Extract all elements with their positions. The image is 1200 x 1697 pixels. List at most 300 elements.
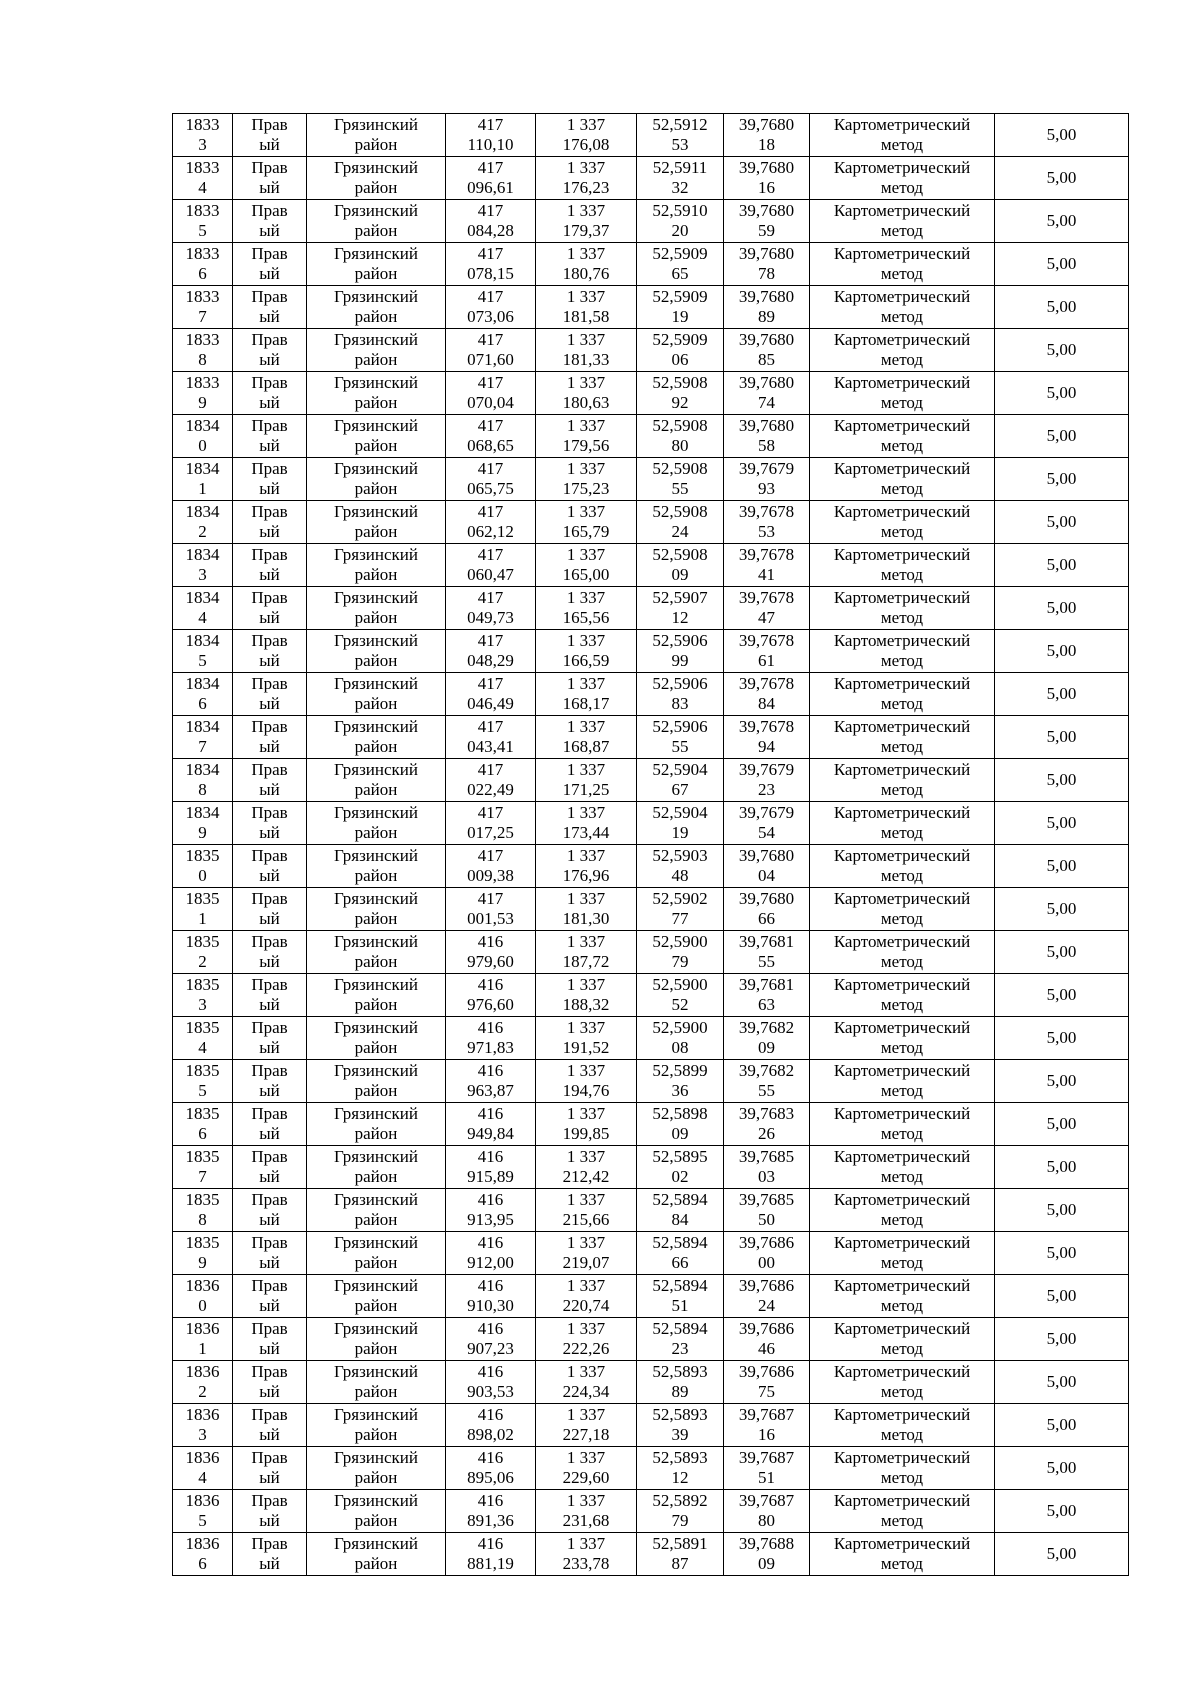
- x-coordinate-cell-line: 416: [477, 1319, 504, 1338]
- method-cell-line: Картометрический: [833, 545, 971, 564]
- x-coordinate-cell-line: 416: [477, 1104, 504, 1123]
- latitude-cell-line: 52,5906: [652, 717, 708, 736]
- bank-side-cell: [233, 1447, 307, 1490]
- point-number-cell: [173, 1189, 233, 1232]
- point-number-cell-line: 1836: [185, 1362, 220, 1381]
- table-row: [173, 888, 1129, 931]
- bank-side-cell-line: ый: [259, 264, 280, 283]
- point-number-cell: [173, 1275, 233, 1318]
- x-coordinate-cell-line: 417: [477, 244, 504, 263]
- longitude-cell: [724, 802, 810, 845]
- point-number-cell-line: 2: [198, 952, 207, 971]
- point-number-cell-line: 5: [198, 1511, 207, 1530]
- longitude-cell-line: 59: [758, 221, 775, 240]
- bank-side-cell-line: Прав: [251, 416, 288, 435]
- longitude-cell-line: 84: [758, 694, 775, 713]
- bank-side-cell: [233, 1318, 307, 1361]
- bank-side-cell: [233, 1533, 307, 1576]
- x-coordinate-cell-line: 417: [477, 201, 504, 220]
- longitude-cell-line: 39,7678: [738, 502, 795, 521]
- x-coordinate-cell-line: 043,41: [467, 737, 514, 756]
- longitude-cell-line: 39,7687: [738, 1405, 795, 1424]
- district-cell-line: Грязинский: [334, 631, 418, 650]
- x-coordinate-cell-line: 022,49: [467, 780, 514, 799]
- table-row: [173, 1103, 1129, 1146]
- accuracy-cell: 5,00: [995, 1232, 1129, 1275]
- y-coordinate-cell-line: 181,58: [562, 307, 610, 326]
- y-coordinate-cell-line: 1 337: [566, 1233, 606, 1252]
- bank-side-cell-line: ый: [259, 909, 280, 928]
- method-cell: [810, 802, 995, 845]
- method-cell-line: метод: [880, 866, 924, 885]
- x-coordinate-cell-line: 913,95: [467, 1210, 514, 1229]
- latitude-cell-line: 83: [671, 694, 689, 713]
- x-coordinate-cell-line: 048,29: [467, 651, 514, 670]
- latitude-cell-line: 52,5893: [652, 1405, 708, 1424]
- latitude-cell-line: 52,5904: [652, 803, 708, 822]
- bank-side-cell: [233, 931, 307, 974]
- x-coordinate-cell-line: 891,36: [467, 1511, 514, 1530]
- latitude-cell-line: 32: [671, 178, 689, 197]
- latitude-cell-line: 52,5908: [652, 416, 708, 435]
- point-number-cell-line: 1: [198, 1339, 207, 1358]
- latitude-cell: [637, 1447, 724, 1490]
- y-coordinate-cell-line: 179,37: [562, 221, 610, 240]
- longitude-cell: [724, 458, 810, 501]
- x-coordinate-cell: [446, 716, 536, 759]
- point-number-cell-line: 1835: [185, 889, 220, 908]
- district-cell: [307, 200, 446, 243]
- point-number-cell-line: 1833: [185, 244, 220, 263]
- district-cell: [307, 458, 446, 501]
- table-row: [173, 1361, 1129, 1404]
- longitude-cell-line: 63: [758, 995, 775, 1014]
- latitude-cell-line: 52,5906: [652, 631, 708, 650]
- y-coordinate-cell-line: 1 337: [566, 201, 606, 220]
- y-coordinate-cell-line: 1 337: [566, 416, 606, 435]
- x-coordinate-cell: [446, 587, 536, 630]
- y-coordinate-cell-line: 224,34: [562, 1382, 610, 1401]
- x-coordinate-cell-line: 068,65: [467, 436, 514, 455]
- y-coordinate-cell-line: 176,23: [562, 178, 610, 197]
- district-cell: [307, 1146, 446, 1189]
- accuracy-cell: 5,00: [995, 1017, 1129, 1060]
- longitude-cell-line: 39,7678: [738, 545, 795, 564]
- district-cell-line: район: [354, 1167, 398, 1186]
- method-cell-line: Картометрический: [833, 803, 971, 822]
- y-coordinate-cell-line: 1 337: [566, 1362, 606, 1381]
- point-number-cell-line: 2: [198, 522, 207, 541]
- table-row: [173, 1533, 1129, 1576]
- district-cell-line: Грязинский: [334, 1104, 418, 1123]
- longitude-cell: [724, 1103, 810, 1146]
- point-number-cell-line: 6: [198, 694, 207, 713]
- district-cell-line: Грязинский: [334, 373, 418, 392]
- latitude-cell: [637, 1361, 724, 1404]
- x-coordinate-cell: [446, 1189, 536, 1232]
- district-cell-line: район: [354, 350, 398, 369]
- x-coordinate-cell-line: 417: [477, 416, 504, 435]
- district-cell-line: Грязинский: [334, 330, 418, 349]
- district-cell-line: район: [354, 436, 398, 455]
- x-coordinate-cell: [446, 931, 536, 974]
- point-number-cell-line: 1835: [185, 975, 220, 994]
- latitude-cell: [637, 1189, 724, 1232]
- x-coordinate-cell: [446, 544, 536, 587]
- x-coordinate-cell-line: 078,15: [467, 264, 514, 283]
- accuracy-cell: 5,00: [995, 501, 1129, 544]
- longitude-cell-line: 41: [758, 565, 775, 584]
- x-coordinate-cell-line: 912,00: [467, 1253, 514, 1272]
- x-coordinate-cell: [446, 1490, 536, 1533]
- district-cell-line: район: [354, 952, 398, 971]
- district-cell-line: район: [354, 780, 398, 799]
- latitude-cell-line: 39: [671, 1425, 689, 1444]
- method-cell: [810, 1404, 995, 1447]
- table-row: [173, 329, 1129, 372]
- table-row: [173, 759, 1129, 802]
- district-cell: [307, 1490, 446, 1533]
- method-cell-line: Картометрический: [833, 287, 971, 306]
- method-cell-line: метод: [880, 350, 924, 369]
- district-cell: [307, 1060, 446, 1103]
- longitude-cell: [724, 759, 810, 802]
- longitude-cell: [724, 372, 810, 415]
- longitude-cell-line: 00: [758, 1253, 775, 1272]
- method-cell-line: Картометрический: [833, 760, 971, 779]
- latitude-cell-line: 79: [671, 952, 689, 971]
- bank-side-cell-line: ый: [259, 608, 280, 627]
- district-cell-line: район: [354, 1296, 398, 1315]
- bank-side-cell-line: ый: [259, 479, 280, 498]
- point-number-cell-line: 1835: [185, 1190, 220, 1209]
- method-cell-line: Картометрический: [833, 1276, 971, 1295]
- table-row: [173, 630, 1129, 673]
- method-cell-line: метод: [880, 522, 924, 541]
- district-cell-line: Грязинский: [334, 717, 418, 736]
- method-cell-line: метод: [880, 1425, 924, 1444]
- longitude-cell-line: 39,7687: [738, 1448, 795, 1467]
- y-coordinate-cell: [536, 286, 637, 329]
- x-coordinate-cell: [446, 372, 536, 415]
- district-cell-line: район: [354, 178, 398, 197]
- longitude-cell-line: 03: [758, 1167, 775, 1186]
- district-cell-line: район: [354, 565, 398, 584]
- method-cell-line: Картометрический: [833, 1233, 971, 1252]
- latitude-cell: [637, 587, 724, 630]
- y-coordinate-cell-line: 1 337: [566, 545, 606, 564]
- table-row: [173, 1060, 1129, 1103]
- bank-side-cell-line: ый: [259, 737, 280, 756]
- point-number-cell-line: 1835: [185, 1061, 220, 1080]
- method-cell: [810, 1232, 995, 1275]
- longitude-cell-line: 61: [758, 651, 775, 670]
- latitude-cell-line: 52,5900: [652, 1018, 708, 1037]
- x-coordinate-cell: [446, 415, 536, 458]
- longitude-cell-line: 39,7680: [738, 201, 795, 220]
- district-cell-line: район: [354, 1210, 398, 1229]
- bank-side-cell-line: Прав: [251, 975, 288, 994]
- longitude-cell-line: 23: [758, 780, 775, 799]
- latitude-cell-line: 48: [671, 866, 689, 885]
- y-coordinate-cell-line: 1 337: [566, 1190, 606, 1209]
- x-coordinate-cell-line: 417: [477, 287, 504, 306]
- y-coordinate-cell-line: 1 337: [566, 846, 606, 865]
- latitude-cell-line: 20: [671, 221, 689, 240]
- x-coordinate-cell: [446, 157, 536, 200]
- point-number-cell: [173, 544, 233, 587]
- longitude-cell-line: 39,7685: [738, 1190, 795, 1209]
- table-row: [173, 1318, 1129, 1361]
- method-cell: [810, 888, 995, 931]
- y-coordinate-cell: [536, 1447, 637, 1490]
- bank-side-cell: [233, 888, 307, 931]
- district-cell-line: Грязинский: [334, 158, 418, 177]
- bank-side-cell-line: ый: [259, 436, 280, 455]
- y-coordinate-cell: [536, 243, 637, 286]
- point-number-cell-line: 1836: [185, 1276, 220, 1295]
- point-number-cell-line: 1836: [185, 1491, 220, 1510]
- longitude-cell-line: 94: [758, 737, 775, 756]
- longitude-cell-line: 55: [758, 1081, 775, 1100]
- method-cell-line: метод: [880, 393, 924, 412]
- x-coordinate-cell-line: 046,49: [467, 694, 514, 713]
- latitude-cell-line: 52,5891: [652, 1534, 708, 1553]
- x-coordinate-cell-line: 416: [477, 1190, 504, 1209]
- x-coordinate-cell-line: 416: [477, 1362, 504, 1381]
- point-number-cell-line: 9: [198, 393, 207, 412]
- point-number-cell-line: 1833: [185, 287, 220, 306]
- latitude-cell-line: 52,5894: [652, 1276, 708, 1295]
- table-row: [173, 243, 1129, 286]
- method-cell-line: Картометрический: [833, 244, 971, 263]
- y-coordinate-cell-line: 1 337: [566, 674, 606, 693]
- bank-side-cell: [233, 587, 307, 630]
- bank-side-cell: [233, 759, 307, 802]
- latitude-cell-line: 52,5900: [652, 975, 708, 994]
- latitude-cell-line: 52,5894: [652, 1319, 708, 1338]
- longitude-cell-line: 39,7680: [738, 889, 795, 908]
- longitude-cell: [724, 1361, 810, 1404]
- latitude-cell-line: 52,5906: [652, 674, 708, 693]
- point-number-cell: [173, 415, 233, 458]
- latitude-cell-line: 09: [671, 1124, 689, 1143]
- accuracy-cell: 5,00: [995, 1404, 1129, 1447]
- point-number-cell-line: 4: [198, 608, 207, 627]
- accuracy-cell: 5,00: [995, 802, 1129, 845]
- method-cell-line: Картометрический: [833, 932, 971, 951]
- bank-side-cell-line: ый: [259, 866, 280, 885]
- latitude-cell: [637, 1533, 724, 1576]
- point-number-cell: [173, 673, 233, 716]
- latitude-cell-line: 55: [671, 479, 689, 498]
- method-cell-line: Картометрический: [833, 416, 971, 435]
- longitude-cell-line: 24: [758, 1296, 775, 1315]
- y-coordinate-cell-line: 175,23: [562, 479, 610, 498]
- district-cell-line: Грязинский: [334, 1061, 418, 1080]
- point-number-cell-line: 1833: [185, 201, 220, 220]
- point-number-cell-line: 1836: [185, 1405, 220, 1424]
- accuracy-cell: 5,00: [995, 888, 1129, 931]
- point-number-cell-line: 8: [198, 350, 207, 369]
- x-coordinate-cell-line: 416: [477, 1534, 504, 1553]
- longitude-cell-line: 39,7686: [738, 1319, 795, 1338]
- longitude-cell-line: 39,7682: [738, 1061, 795, 1080]
- longitude-cell-line: 39,7678: [738, 588, 795, 607]
- x-coordinate-cell-line: 416: [477, 1018, 504, 1037]
- y-coordinate-cell: [536, 673, 637, 716]
- bank-side-cell-line: ый: [259, 823, 280, 842]
- district-cell-line: Грязинский: [334, 1405, 418, 1424]
- bank-side-cell-line: ый: [259, 1425, 280, 1444]
- longitude-cell: [724, 1060, 810, 1103]
- latitude-cell: [637, 114, 724, 157]
- method-cell-line: метод: [880, 221, 924, 240]
- method-cell: [810, 243, 995, 286]
- district-cell: [307, 415, 446, 458]
- x-coordinate-cell-line: 060,47: [467, 565, 514, 584]
- x-coordinate-cell-line: 416: [477, 1491, 504, 1510]
- point-number-cell-line: 9: [198, 1253, 207, 1272]
- latitude-cell: [637, 1017, 724, 1060]
- method-cell: [810, 372, 995, 415]
- latitude-cell-line: 52,5894: [652, 1233, 708, 1252]
- bank-side-cell: [233, 114, 307, 157]
- y-coordinate-cell-line: 1 337: [566, 158, 606, 177]
- longitude-cell-line: 93: [758, 479, 775, 498]
- latitude-cell-line: 92: [671, 393, 689, 412]
- y-coordinate-cell-line: 1 337: [566, 631, 606, 650]
- y-coordinate-cell-line: 1 337: [566, 932, 606, 951]
- longitude-cell: [724, 845, 810, 888]
- method-cell-line: Картометрический: [833, 1534, 971, 1553]
- district-cell-line: район: [354, 135, 398, 154]
- latitude-cell: [637, 243, 724, 286]
- x-coordinate-cell-line: 416: [477, 1061, 504, 1080]
- bank-side-cell-line: ый: [259, 178, 280, 197]
- method-cell-line: Картометрический: [833, 201, 971, 220]
- latitude-cell-line: 52,5912: [652, 115, 708, 134]
- method-cell: [810, 1103, 995, 1146]
- accuracy-cell: 5,00: [995, 1103, 1129, 1146]
- method-cell-line: метод: [880, 1038, 924, 1057]
- district-cell-line: Грязинский: [334, 1362, 418, 1381]
- table-row: [173, 114, 1129, 157]
- y-coordinate-cell: [536, 1275, 637, 1318]
- method-cell-line: метод: [880, 264, 924, 283]
- point-number-cell: [173, 157, 233, 200]
- method-cell: [810, 544, 995, 587]
- table-row: [173, 716, 1129, 759]
- district-cell: [307, 1533, 446, 1576]
- y-coordinate-cell-line: 1 337: [566, 1448, 606, 1467]
- latitude-cell-line: 51: [671, 1296, 689, 1315]
- district-cell-line: Грязинский: [334, 760, 418, 779]
- y-coordinate-cell-line: 176,08: [562, 135, 610, 154]
- district-cell: [307, 157, 446, 200]
- method-cell-line: Картометрический: [833, 717, 971, 736]
- longitude-cell-line: 04: [758, 866, 775, 885]
- bank-side-cell-line: Прав: [251, 1362, 288, 1381]
- latitude-cell-line: 52,5907: [652, 588, 708, 607]
- longitude-cell-line: 39,7680: [738, 115, 795, 134]
- bank-side-cell: [233, 286, 307, 329]
- method-cell-line: Картометрический: [833, 1448, 971, 1467]
- y-coordinate-cell-line: 181,30: [562, 909, 610, 928]
- point-number-cell-line: 4: [198, 1468, 207, 1487]
- accuracy-cell: 5,00: [995, 759, 1129, 802]
- accuracy-cell: 5,00: [995, 587, 1129, 630]
- accuracy-cell: 5,00: [995, 544, 1129, 587]
- point-number-cell: [173, 501, 233, 544]
- x-coordinate-cell-line: 071,60: [467, 350, 514, 369]
- x-coordinate-cell: [446, 673, 536, 716]
- latitude-cell-line: 06: [671, 350, 689, 369]
- point-number-cell-line: 3: [198, 135, 207, 154]
- accuracy-cell: 5,00: [995, 673, 1129, 716]
- longitude-cell-line: 39,7688: [738, 1534, 795, 1553]
- method-cell: [810, 931, 995, 974]
- method-cell: [810, 587, 995, 630]
- table-row: [173, 931, 1129, 974]
- district-cell-line: Грязинский: [334, 545, 418, 564]
- bank-side-cell-line: ый: [259, 1296, 280, 1315]
- x-coordinate-cell: [446, 802, 536, 845]
- point-number-cell-line: 5: [198, 221, 207, 240]
- bank-side-cell-line: Прав: [251, 803, 288, 822]
- y-coordinate-cell-line: 1 337: [566, 287, 606, 306]
- point-number-cell: [173, 716, 233, 759]
- latitude-cell-line: 52,5908: [652, 502, 708, 521]
- method-cell-line: метод: [880, 694, 924, 713]
- bank-side-cell-line: Прав: [251, 760, 288, 779]
- bank-side-cell: [233, 372, 307, 415]
- y-coordinate-cell-line: 191,52: [562, 1038, 610, 1057]
- bank-side-cell: [233, 329, 307, 372]
- latitude-cell-line: 19: [671, 307, 689, 326]
- method-cell: [810, 1146, 995, 1189]
- point-number-cell: [173, 1103, 233, 1146]
- x-coordinate-cell-line: 009,38: [467, 866, 514, 885]
- method-cell-line: метод: [880, 178, 924, 197]
- bank-side-cell-line: ый: [259, 393, 280, 412]
- district-cell: [307, 243, 446, 286]
- latitude-cell-line: 24: [671, 522, 689, 541]
- method-cell-line: Картометрический: [833, 1190, 971, 1209]
- bank-side-cell: [233, 802, 307, 845]
- bank-side-cell: [233, 243, 307, 286]
- table-row: [173, 501, 1129, 544]
- table-row: [173, 802, 1129, 845]
- district-cell-line: Грязинский: [334, 201, 418, 220]
- y-coordinate-cell-line: 227,18: [562, 1425, 610, 1444]
- table-row: [173, 157, 1129, 200]
- method-cell: [810, 845, 995, 888]
- y-coordinate-cell: [536, 630, 637, 673]
- method-cell: [810, 458, 995, 501]
- longitude-cell: [724, 716, 810, 759]
- longitude-cell-line: 78: [758, 264, 775, 283]
- table-row: [173, 200, 1129, 243]
- y-coordinate-cell-line: 1 337: [566, 889, 606, 908]
- bank-side-cell-line: Прав: [251, 1233, 288, 1252]
- latitude-cell-line: 02: [671, 1167, 689, 1186]
- district-cell-line: Грязинский: [334, 1233, 418, 1252]
- district-cell: [307, 716, 446, 759]
- y-coordinate-cell: [536, 1318, 637, 1361]
- method-cell-line: Картометрический: [833, 674, 971, 693]
- point-number-cell: [173, 243, 233, 286]
